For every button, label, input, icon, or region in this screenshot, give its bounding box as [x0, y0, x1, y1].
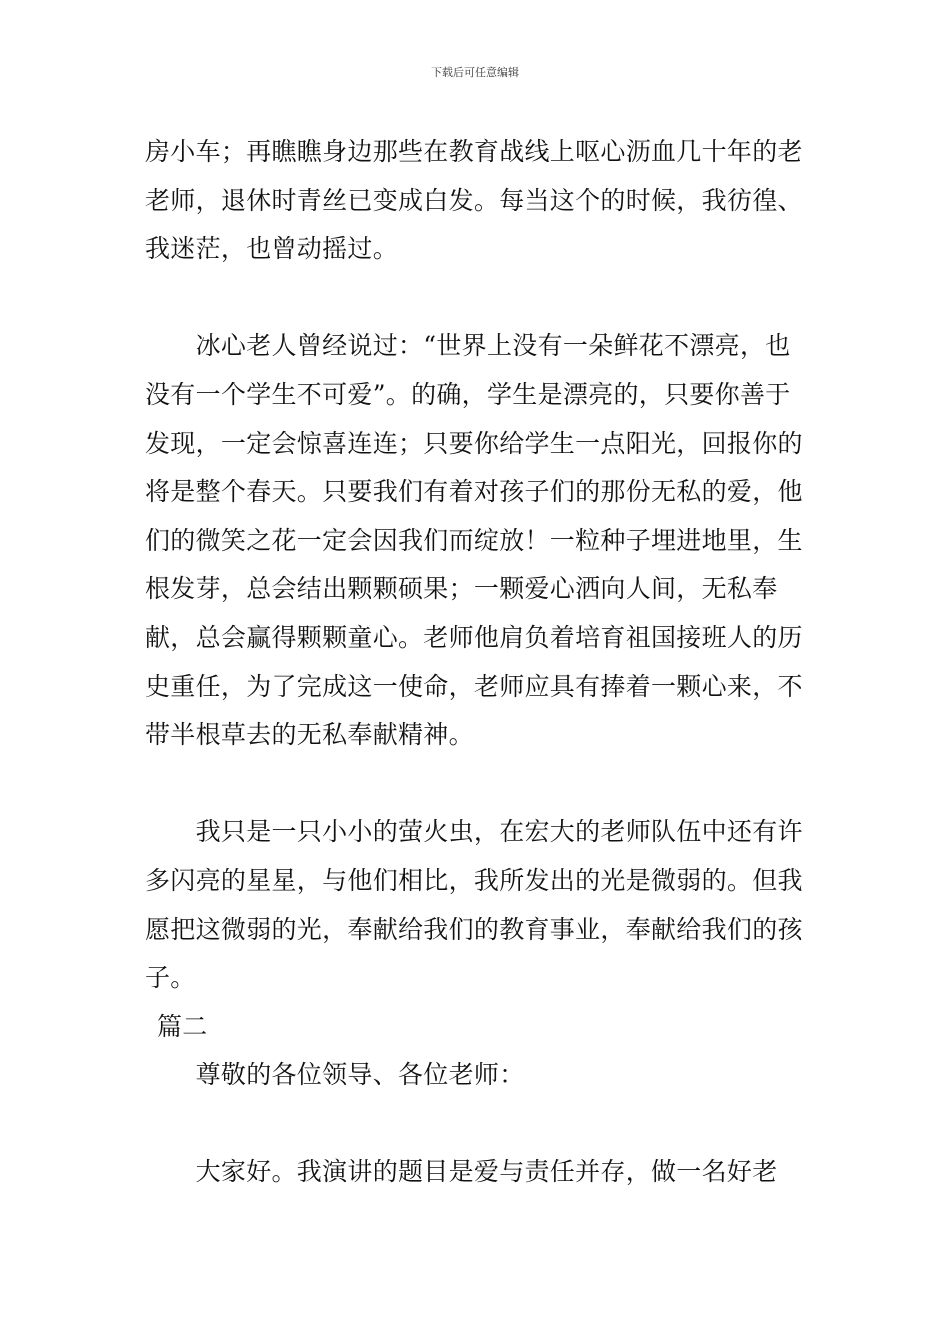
salutation: 尊敬的各位领导、各位老师：	[145, 1060, 525, 1090]
page-header: 下载后可任意编辑	[431, 66, 519, 79]
paragraph-4: 大家好。我演讲的题目是爱与责任并存，做一名好老	[145, 1157, 778, 1187]
paragraph-gap	[145, 760, 813, 809]
paragraph-gap	[145, 274, 813, 323]
document-body	[145, 128, 813, 1197]
paragraph-2: 冰心老人曾经说过：“世界上没有一朵鲜花不漂亮，也没有一个学生不可爱”。的确，学生是漂亮的，只要你善于发现，一定会惊喜连连；只要你给学生一点阳光，回报你的将是整个春天。只要我们有着对孩子们的那份无私的爱，他们的微笑之花一定会因我们而绽放！一粒种子埋进地里，生根发芽，总会结出颗颗硕果；一颗爱心洒向人间，无私奉献，总会赢得颗颗童心。老师他肩负着培育祖国接班人的历史重任，为了完成这一使命，老师应具有捧着一颗心来，不带半根草去的无私奉献精神。	[145, 331, 803, 750]
paragraph-3: 我只是一只小小的萤火虫，在宏大的老师队伍中还有许多闪亮的星星，与他们相比，我所发出的光是微弱的。但我愿把这微弱的光，奉献给我们的教育事业，奉献给我们的孩子。	[145, 817, 803, 993]
paragraph-gap	[145, 1100, 813, 1149]
section-label: 篇二	[157, 1011, 208, 1041]
paragraph-1: 房小车；再瞧瞧身边那些在教育战线上呕心沥血几十年的老老师，退休时青丝已变成白发。每当这个的时候，我彷徨、我迷茫，也曾动摇过。	[145, 137, 803, 264]
